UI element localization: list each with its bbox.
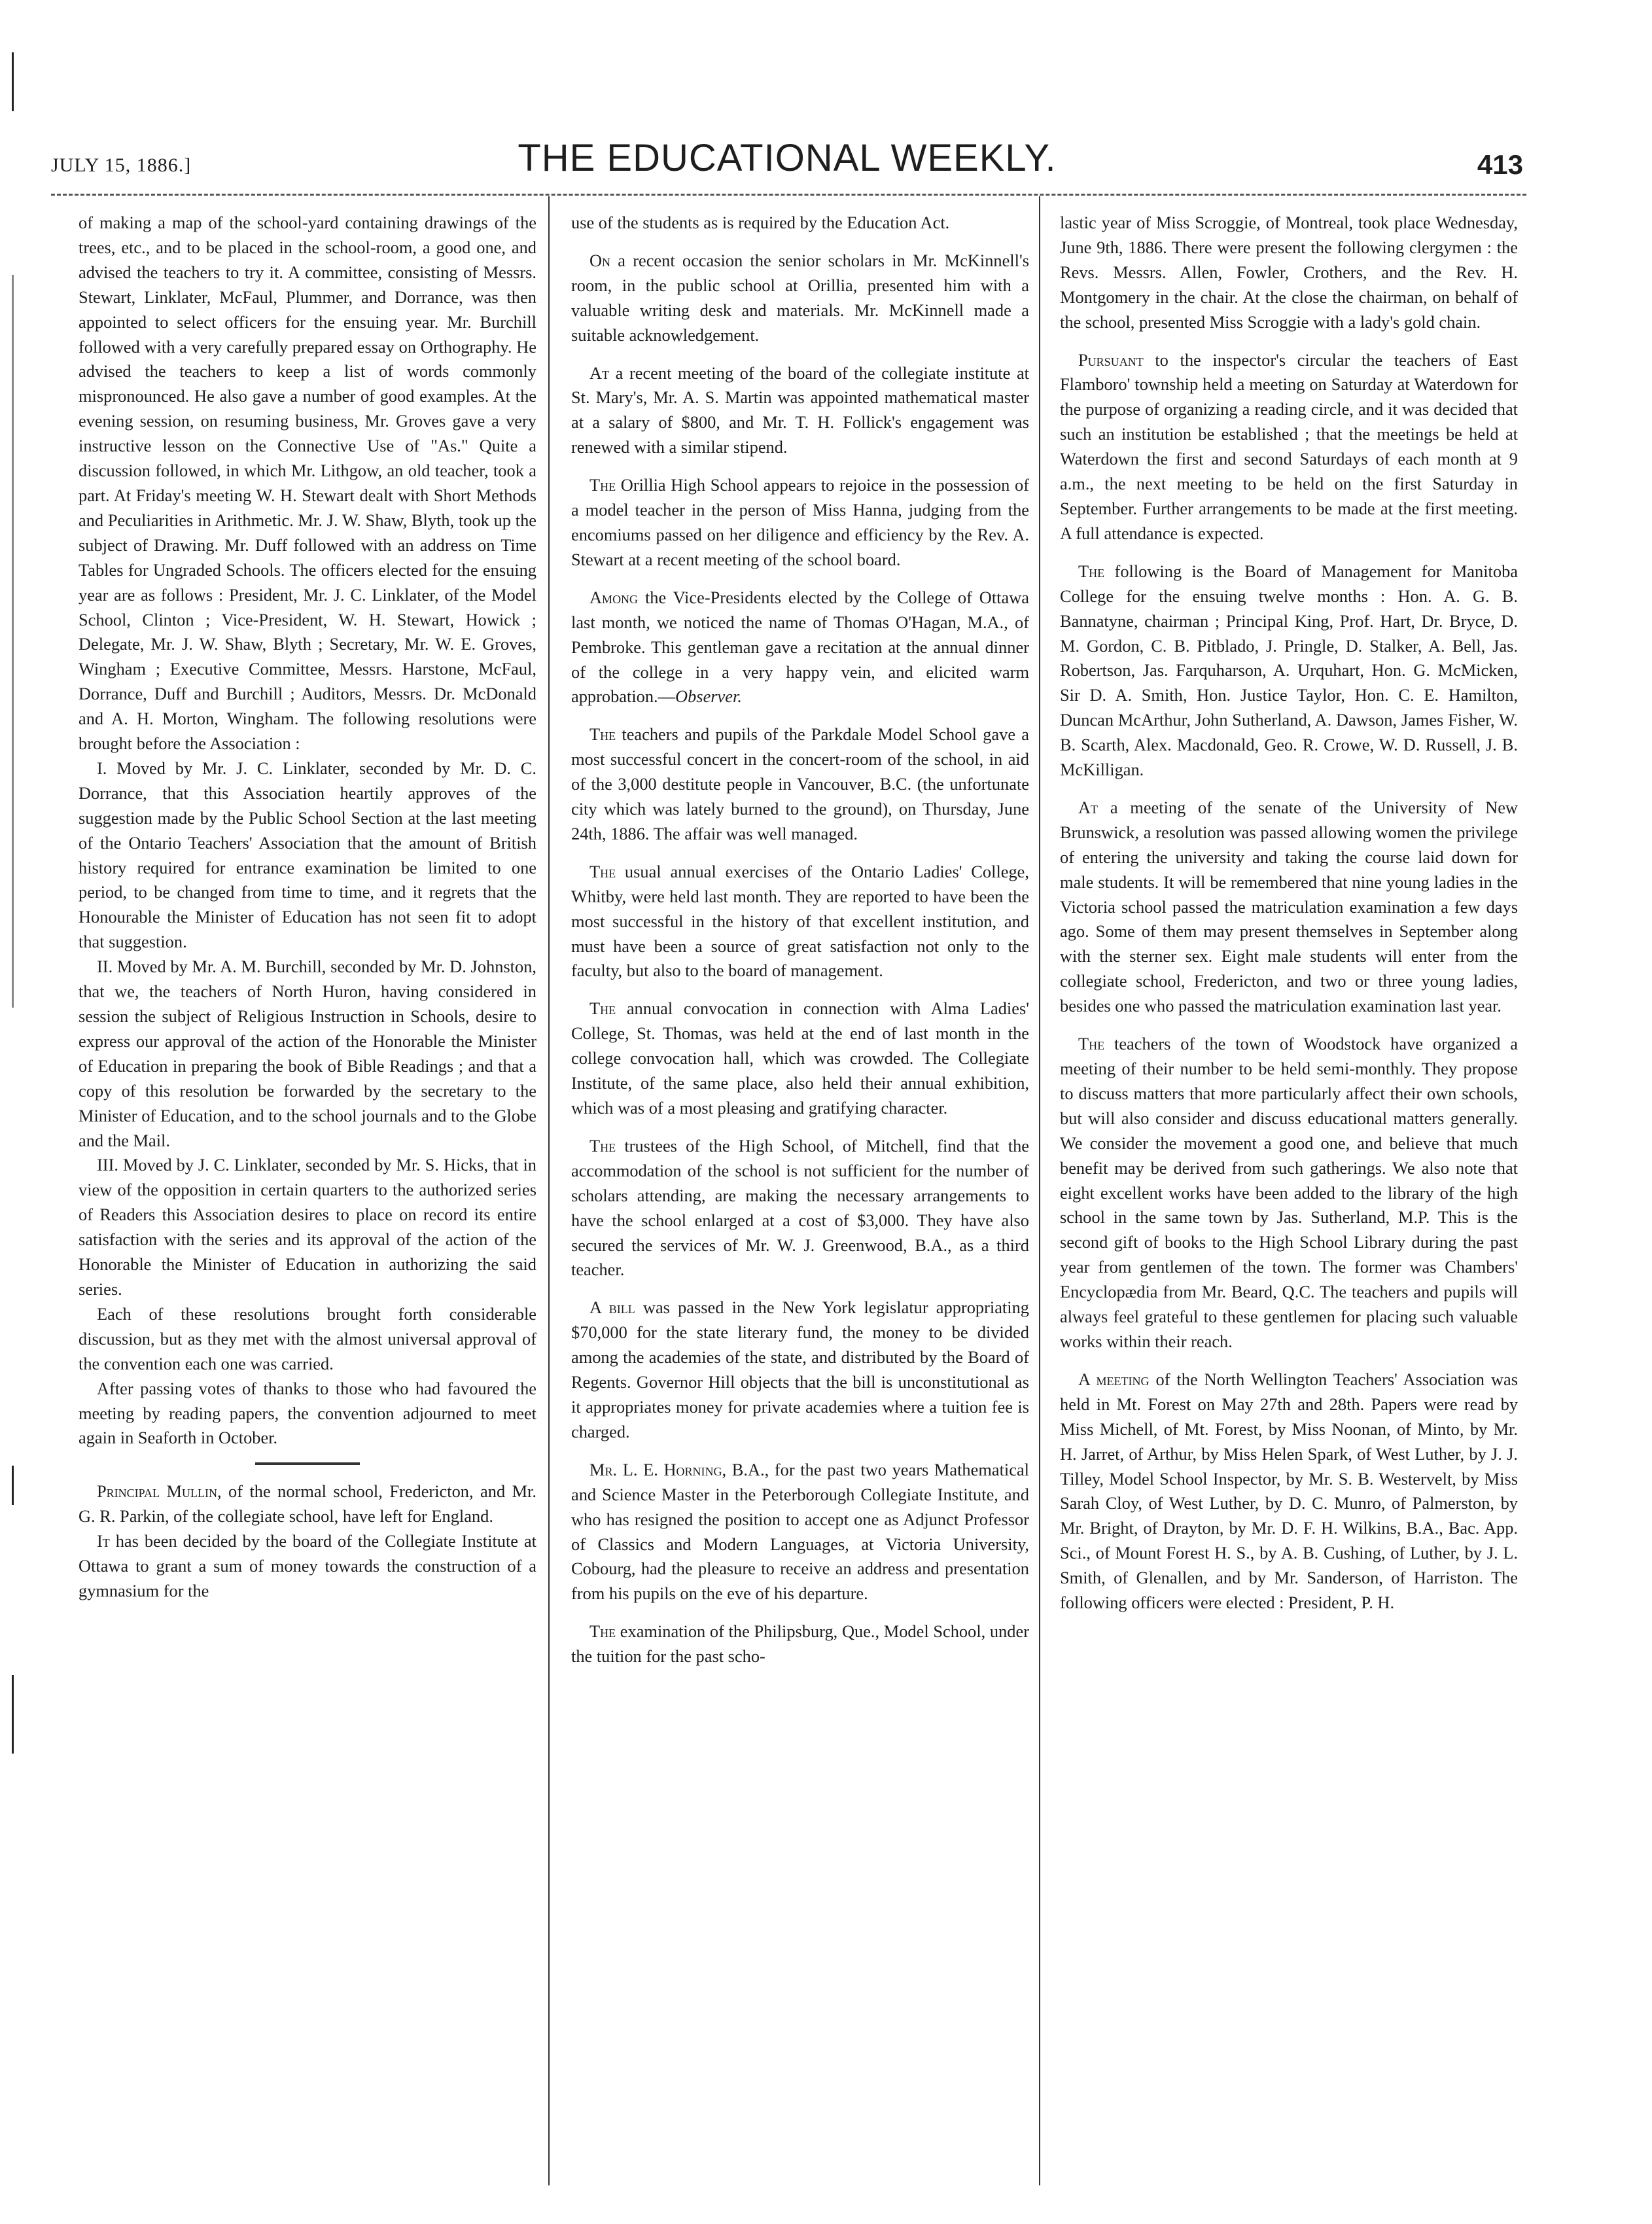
news-item-text: usual annual exercises of the Ontario Ladies' College, Whitby, were held last month. They are reported to have been the most successful in the history of that excellent institution, and must have been a source of great satisfaction not only to the faculty, but also to the board of management. xyxy=(571,861,1029,981)
news-item xyxy=(571,722,1029,847)
news-item xyxy=(571,473,1029,573)
page-header xyxy=(51,136,1523,190)
news-item xyxy=(1060,1368,1518,1615)
news-item xyxy=(571,361,1029,461)
news-item xyxy=(571,586,1029,710)
resolution-paragraph: I. Moved by Mr. J. C. Linklater, seconded by Mr. D. C. Dorrance, that this Association heartily approves of the suggestion made by the Public School Section at the last meeting of the Ontario Teachers' Association that the amount of British history required for entrance examination be limited to one period, to be changed from time to time, and it regrets that the Honourable the Minister of Education has not seen fit to adopt that suggestion. xyxy=(79,758,536,952)
article-paragraph: of making a map of the school-yard containing drawings of the trees, etc., and to be placed in the school-room, a good one, and advised the teachers to try it. A committee, consisting of Messrs. Stewart, Linklater, McFaul, Plummer, and Dorrance, was then appointed to select officers for the ensuing year. Mr. Burchill followed with a very carefully prepared essay on Orthography. He advised the teachers to keep a list of words commonly mispronounced. He also gave a number of good examples. At the evening session, on resuming business, Mr. Groves gave a very instructive lesson on the Connective Use of "As." Quite a discussion followed, in which Mr. Lithgow, an old teacher, took a part. At Friday's meeting W. H. Stewart dealt with Short Methods and Peculiarities in Arithmetic. Mr. J. W. Shaw, Blyth, took up the subject of Drawing. Mr. Duff followed with an address on Time Tables for Ungraded Schools. The officers elected for the ensuing year are as follows : President, Mr. J. C. Linklater, of the Model School, Clinton ; Vice-President, W. H. Stewart, Howick ; Delegate, Mr. J. W. Shaw, Blyth ; Secretary, Mr. W. E. Groves, Wingham ; Executive Committee, Messrs. Harstone, McFaul, Dorrance, Duff and Burchill ; Auditors, Messrs. Dr. McDonald and A. H. Morton, Wingham. The following resolutions were brought before the Association : xyxy=(79,213,536,754)
column-divider xyxy=(1039,196,1040,2185)
news-item xyxy=(79,1529,536,1604)
news-item-lead: A bill xyxy=(589,1297,635,1318)
issue-date: JULY 15, 1886.] xyxy=(51,154,192,176)
news-item-text: has been decided by the board of the Collegiate Institute at Ottawa to grant a sum of money towards the construction of a gymnasium for the xyxy=(79,1531,536,1600)
margin-mark xyxy=(12,1466,14,1505)
news-item-lead: The xyxy=(589,475,616,495)
news-item-text: teachers and pupils of the Parkdale Model School gave a most successful concert in the concert-room of the school, in aid of the 3,000 destitute people in Vancouver, B.C. (the unfortunate city which was lately burned to the ground), on Thursday, June 24th, 1886. The affair was well managed. xyxy=(571,724,1029,843)
news-item-text: B.A., for the past two years Mathematical and Science Master in the Peterborough Collegiate Institute, and who has resigned the position to accept one as Adjunct Professor of Classics and Modern Languages, at Victoria University, Cobourg, had the pleasure to receive an address and presentation from his pupils on the eve of his departure. xyxy=(571,1459,1030,1604)
news-item-lead: Among xyxy=(589,587,639,607)
column-1 xyxy=(79,211,536,1604)
column-divider xyxy=(548,196,550,2185)
news-item-lead: The xyxy=(589,724,616,745)
news-item xyxy=(571,1134,1029,1282)
margin-mark xyxy=(12,52,14,111)
news-item-text: examination of the Philipsburg, Que., Model School, under the tuition for the past scho- xyxy=(571,1621,1029,1667)
news-item-text: a recent occasion the senior scholars in Mr. McKinnell's room, in the public school at Orillia, presented him with a valuable writing desk and materials. Mr. McKinnell made a suitable acknowledgement. xyxy=(571,250,1029,345)
news-item-text: teachers of the town of Woodstock have organized a meeting of their number to be held semi-monthly. They propose to discuss matters that more particularly affect their own schools, but will also consider and discuss educational matters generally. We consider the movement a good one, and believe that much benefit may be derived from such gatherings. We also note that eight excellent works have been added to the library of the high school in the same town by Jas. Sutherland, M.P. This is the second gift of books to the High School Library during the past year from gentlemen of the town. The former was Chambers' Encyclopædia from Mr. Beard, Q.C. The teachers and pupils will always feel grateful to these gentlemen for placing such valuable works within their reach. xyxy=(1060,1034,1518,1351)
page-number: 413 xyxy=(1477,149,1523,180)
news-item xyxy=(1060,796,1518,1019)
news-item xyxy=(571,1458,1029,1606)
news-item-text: to the inspector's circular the teachers of East Flamboro' township held a meeting on Saturday at Waterdown for the purpose of organizing a reading circle, and it was decided that such an institution be established ; that the meetings be held at Waterdown the first and second Saturdays of each month at 9 a.m., the next meeting to be held on the first Saturday in September. Further arrangements to be made at the first meeting. A full attendance is expected. xyxy=(1060,349,1518,543)
article-paragraph: lastic year of Miss Scroggie, of Montreal, took place Wednesday, June 9th, 1886. There were present the following clergymen : the Revs. Messrs. Allen, Fowler, Crothers, and the Rev. H. Montgomery in the chair. At the close the chairman, on behalf of the school, presented Miss Scroggie with a lady's gold chain. xyxy=(1060,213,1518,332)
news-item-text: was passed in the New York legislatur appropriating $70,000 for the state literary fund, the money to be divided among the academies of the state, and distributed by the Board of Regents. Governor Hill objects that the bill is unconstitutional as it appropriates money for private academies where a tuition fee is charged. xyxy=(571,1297,1029,1441)
news-item-text: Orillia High School appears to rejoice in the possession of a model teacher in the person of Miss Hanna, judging from the encomiums passed on her diligence and efficiency by the Rev. A. Stewart at a recent meeting of the school board. xyxy=(571,475,1029,569)
news-item-text: of the normal school, Fredericton, and Mr. G. R. Parkin, of the collegiate school, have left for England. xyxy=(79,1481,536,1527)
news-item xyxy=(571,1296,1029,1444)
header-rule xyxy=(51,194,1526,196)
news-item-text: a meeting of the senate of the University of New Brunswick, a resolution was passed allowing women the privilege of entering the university and taking the course laid down for male students. It will be remembered that nine young ladies in the Victoria school passed the matriculation examination a few days ago. Some of them may present themselves in September along with the sterner sex. Eight male students will enter from the collegiate school, Fredericton, and two or three young ladies, besides one who passed the matriculation examination last year. xyxy=(1060,797,1518,1016)
news-item-lead: Mr. L. E. Horning, xyxy=(589,1459,727,1479)
margin-mark xyxy=(12,1675,14,1754)
column-2 xyxy=(571,211,1029,1669)
news-item-text: following is the Board of Management for Manitoba College for the ensuing twelve months : Hon. A. G. B. Bannatyne, chairman ; Principal King, Prof. Hart, Dr. Bryce, D. M. Gordon, C. B. Pitblado, J. Pringle, D. Stalker, A. Bell, Jas. Robertson, Jas. Farquharson, A. Urquhart, Hon. G. McMicken, Sir D. A. Smith, Hon. Justice Taylor, Hon. C. E. Hamilton, Duncan McArthur, John Sutherland, A. Dawson, James Fisher, W. B. Scarth, Alex. Macdonald, Geo. R. Crowe, W. D. Russell, J. B. McKilligan. xyxy=(1060,561,1518,780)
news-item-lead: The xyxy=(589,1621,616,1642)
news-item-lead: The xyxy=(1078,561,1105,581)
article-paragraph: use of the students as is required by the Education Act. xyxy=(571,213,950,232)
news-item-lead: Pursuant xyxy=(1078,349,1144,370)
article-paragraph: Each of these resolutions brought forth considerable discussion, but as they met with the almost universal approval of the convention each one was carried. xyxy=(79,1303,536,1373)
masthead-title: THE EDUCATIONAL WEEKLY. xyxy=(518,137,1057,179)
news-item xyxy=(79,1479,536,1529)
news-item-lead: A meeting xyxy=(1078,1369,1150,1389)
column-3 xyxy=(1060,211,1518,1615)
news-item-lead: The xyxy=(589,1135,616,1156)
resolution-paragraph: III. Moved by J. C. Linklater, seconded by Mr. S. Hicks, that in view of the opposition in certain quarters to the authorized series of Readers this Association desires to place on record its entire satisfaction with the series and its approval of the action of the Honorable the Minister of Education in authorizing the said series. xyxy=(79,1155,536,1299)
news-item xyxy=(1060,559,1518,783)
news-item-text: the Vice-Presidents elected by the College of Ottawa last month, we noticed the name of Thomas O'Hagan, M.A., of Pembroke. This gentleman gave a recitation at the annual dinner of the college in a very happy vein, and elicited warm approbation.— xyxy=(571,587,1029,707)
news-item-lead: Principal Mullin, xyxy=(97,1481,222,1502)
news-item-text: trustees of the High School, of Mitchell, find that the accommodation of the school is not sufficient for the number of scholars attending, are making the necessary arrangements to have the school enlarged at a cost of $3,000. They have also secured the services of Mr. W. J. Greenwood, B.A., as a third teacher. xyxy=(571,1135,1029,1280)
news-item-text: a recent meeting of the board of the collegiate institute at St. Mary's, Mr. A. S. Martin was appointed mathematical master at a salary of $800, and Mr. T. H. Follick's engagement was renewed with a similar stipend. xyxy=(571,362,1029,457)
section-separator xyxy=(255,1462,360,1465)
news-item xyxy=(571,249,1029,348)
news-item xyxy=(571,1619,1029,1669)
news-item-lead: The xyxy=(589,998,616,1019)
news-item-source: Observer. xyxy=(675,686,742,707)
news-item-text: annual convocation in connection with Alma Ladies' College, St. Thomas, was held at the end of last month in the college convocation hall, which was crowded. The Collegiate Institute, of the same place, also held their annual exhibition, which was of a most pleasing and gratifying character. xyxy=(571,998,1029,1118)
news-item xyxy=(571,860,1029,984)
news-item-text: of the North Wellington Teachers' Association was held in Mt. Forest on May 27th and 28th. Papers were read by Miss Michell, of Mt. Forest, by Miss Noonan, of Minto, by Mr. H. Jarret, of Arthur, by Miss Helen Spark, of West Luther, by J. J. Tilley, Model School Inspector, by Mr. S. B. Westervelt, by Miss Sarah Cloy, of West Luther, by D. C. Munro, of Palmerston, by Mr. Bright, of Drayton, by Mr. D. F. H. Wilkins, B.A., Bac. App. Sci., of Mount Forest H. S., by A. B. Cushing, of Luther, by J. L. Smith, of Glenallen, and by Mr. Sanderson, of Harriston. The following officers were elected : President, P. H. xyxy=(1060,1369,1518,1613)
news-item-lead: At xyxy=(589,362,610,383)
article-paragraph: After passing votes of thanks to those who had favoured the meeting by reading papers, the convention adjourned to meet again in Seaforth in October. xyxy=(79,1378,536,1448)
news-item xyxy=(1060,348,1518,546)
news-item-lead: At xyxy=(1078,797,1098,817)
news-item-lead: On xyxy=(589,250,611,270)
news-item-lead: It xyxy=(97,1531,110,1551)
news-item-lead: The xyxy=(1078,1034,1105,1054)
news-item xyxy=(571,997,1029,1121)
news-item xyxy=(1060,1032,1518,1354)
resolution-paragraph: II. Moved by Mr. A. M. Burchill, seconded by Mr. D. Johnston, that we, the teachers of North Huron, having considered in session the subject of Religious Instruction in Schools, desire to express our approval of the action of the Honorable the Minister of Education in preparing the book of Bible Readings ; and that a copy of this resolution be forwarded by the secretary to the Minister of Education, and to the school journals and to the Globe and the Mail. xyxy=(79,957,536,1150)
news-item-lead: The xyxy=(589,861,616,881)
margin-mark xyxy=(12,275,14,1008)
